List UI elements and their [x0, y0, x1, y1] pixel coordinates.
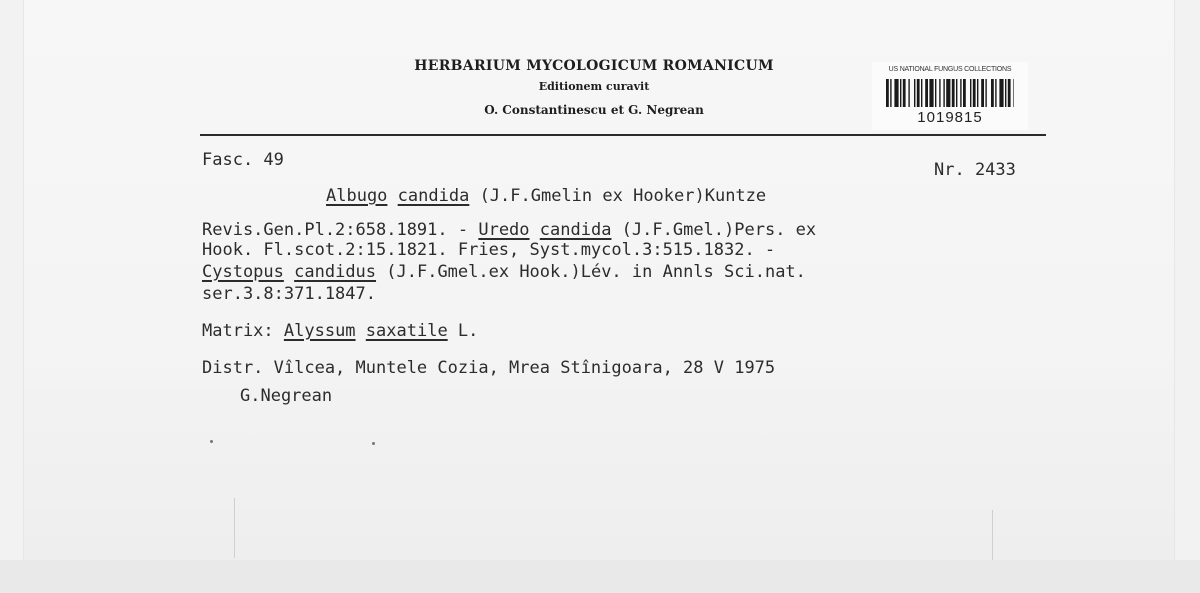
paper-speck	[372, 442, 375, 445]
distribution-line: Distr. Vîlcea, Muntele Cozia, Mrea Stînigoara, 28 V 1975	[202, 358, 776, 378]
citation-line-4: ser.3.8:371.1847.	[202, 284, 376, 304]
citation-text: (J.F.Gmel.)Pers. ex	[611, 220, 817, 240]
barcode-icon	[886, 79, 1014, 107]
matrix-epithet: saxatile	[365, 321, 448, 341]
specimen-number: Nr. 2433	[934, 160, 1016, 180]
species-authority: (J.F.Gmelin ex Hooker)Kuntze	[469, 186, 767, 206]
citation-text: (J.F.Gmel.ex Hook.)Lév. in Annls Sci.nat.	[376, 262, 806, 282]
citation-line-1	[202, 220, 816, 240]
species-name	[326, 186, 766, 206]
herbarium-title: HERBARIUM MYCOLOGICUM ROMANICUM	[414, 58, 774, 74]
synonym-epithet: candidus	[294, 262, 377, 282]
barcode-number: 1019815	[917, 109, 983, 126]
paper-speck	[210, 440, 213, 443]
scan-artifact	[992, 510, 993, 560]
synonym-genus: Cystopus	[202, 262, 284, 282]
barcode-sticker	[872, 62, 1028, 130]
authors-line: O. Constantinescu et G. Negrean	[484, 103, 704, 117]
synonym-epithet: candida	[539, 220, 612, 240]
editor-line: Editionem curavit	[538, 80, 650, 93]
fascicle-number: Fasc. 49	[202, 150, 284, 170]
matrix-line	[202, 321, 478, 341]
species-epithet: candida	[397, 186, 470, 206]
scan-margin	[0, 560, 1200, 593]
citation-line-3	[202, 262, 806, 282]
matrix-genus: Alyssum	[283, 321, 356, 341]
citation-text: Revis.Gen.Pl.2:658.1891. -	[202, 220, 479, 240]
scan-artifact	[234, 498, 235, 558]
species-genus: Albugo	[326, 186, 388, 206]
collector-name: G.Negrean	[240, 386, 333, 406]
header-divider	[200, 134, 1046, 136]
citation-line-2: Hook. Fl.scot.2:15.1821. Fries, Syst.mycol.3:515.1832. -	[202, 240, 776, 260]
matrix-label: Matrix:	[202, 321, 284, 341]
matrix-author: L.	[447, 321, 479, 341]
synonym-genus: Uredo	[478, 220, 530, 240]
barcode-institution: US NATIONAL FUNGUS COLLECTIONS	[888, 66, 1012, 73]
